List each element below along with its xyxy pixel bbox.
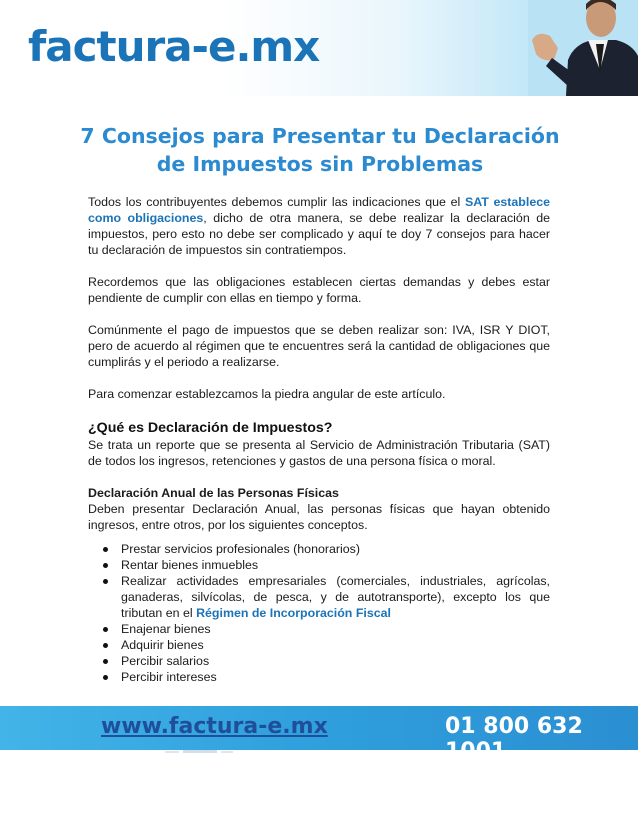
list-item xyxy=(88,557,550,573)
paragraph-4: Para comenzar establezcamos la piedra angular de este artículo. xyxy=(88,387,446,401)
bullet-icon xyxy=(103,547,108,552)
bullet-icon xyxy=(103,675,108,680)
logo-text: factura-e.mx xyxy=(28,22,320,71)
bullet-icon xyxy=(103,579,108,584)
list-item-text: Adquirir bienes xyxy=(121,638,204,652)
sat-obligaciones-link[interactable]: SAT establece como obligaciones xyxy=(88,195,550,225)
bullet-icon xyxy=(103,659,108,664)
list-item-text: Percibir intereses xyxy=(121,670,217,684)
paragraph-2: Recordemos que las obligaciones establecen ciertas demandas y debes estar pendiente de cumplir con ellas en tiempo y forma. xyxy=(88,275,550,305)
section-heading: ¿Qué es Declaración de Impuestos? xyxy=(88,420,333,436)
footer-reflection xyxy=(165,750,235,756)
list-item xyxy=(88,653,550,669)
subsection-heading: Declaración Anual de las Personas Físicas xyxy=(88,486,339,500)
regimen-incorporacion-link[interactable]: Régimen de Incorporación Fiscal xyxy=(196,606,391,620)
bullet-icon xyxy=(103,627,108,632)
list-item xyxy=(88,541,550,557)
subsection-paragraph: Deben presentar Declaración Anual, las personas físicas que hayan obtenido ingresos, entre otros, por los siguientes conceptos. xyxy=(88,502,550,532)
footer-website-link[interactable]: www.factura-e.mx xyxy=(101,714,328,739)
title-line-1: 7 Consejos para Presentar tu Declaración xyxy=(80,124,560,148)
list-item-text: Realizar actividades empresariales (comerciales, industriales, agrícolas, ganaderas, silvícolas, de pesca, y de autotransporte), excepto los que tributan en el xyxy=(121,574,550,620)
list-item-text: Prestar servicios profesionales (honorarios) xyxy=(121,542,360,556)
intro-paragraph xyxy=(88,194,550,258)
list-item xyxy=(88,621,550,637)
title-line-2: de Impuestos sin Problemas xyxy=(156,152,484,176)
list-item-text: Percibir salarios xyxy=(121,654,210,668)
list-item xyxy=(88,573,550,621)
list-item-text: Enajenar bienes xyxy=(121,622,211,636)
paragraph-3: Comúnmente el pago de impuestos que se deben realizar son: IVA, ISR Y DIOT, pero de acuerdo al régimen que te encuentres será la cantidad de obligaciones que cumplirás y el periodo a realizarse. xyxy=(88,323,550,369)
section-paragraph: Se trata un reporte que se presenta al Servicio de Administración Tributaria (SAT) de todos los ingresos, retenciones y gastos de una persona física o moral. xyxy=(88,438,550,468)
intro-text-before: Todos los contribuyentes debemos cumplir las indicaciones que el xyxy=(88,195,465,209)
concepts-list xyxy=(88,541,550,685)
header-banner xyxy=(0,0,638,100)
document-title xyxy=(70,122,570,178)
list-item xyxy=(88,669,550,685)
footer-banner xyxy=(0,706,638,764)
footer-phone-number: 01 800 632 1001 xyxy=(445,714,583,764)
bullet-icon xyxy=(103,563,108,568)
document-body xyxy=(88,194,550,685)
list-item-text: Rentar bienes inmuebles xyxy=(121,558,259,572)
bullet-icon xyxy=(103,643,108,648)
list-item xyxy=(88,637,550,653)
businessman-image xyxy=(528,0,638,96)
intro-text-after: , dicho de otra manera, se debe realizar la declaración de impuestos, pero esto no debe ser complicado y aquí te doy 7 consejos para hacer tu declaración de impuestos sin contratiempos. xyxy=(88,211,550,257)
